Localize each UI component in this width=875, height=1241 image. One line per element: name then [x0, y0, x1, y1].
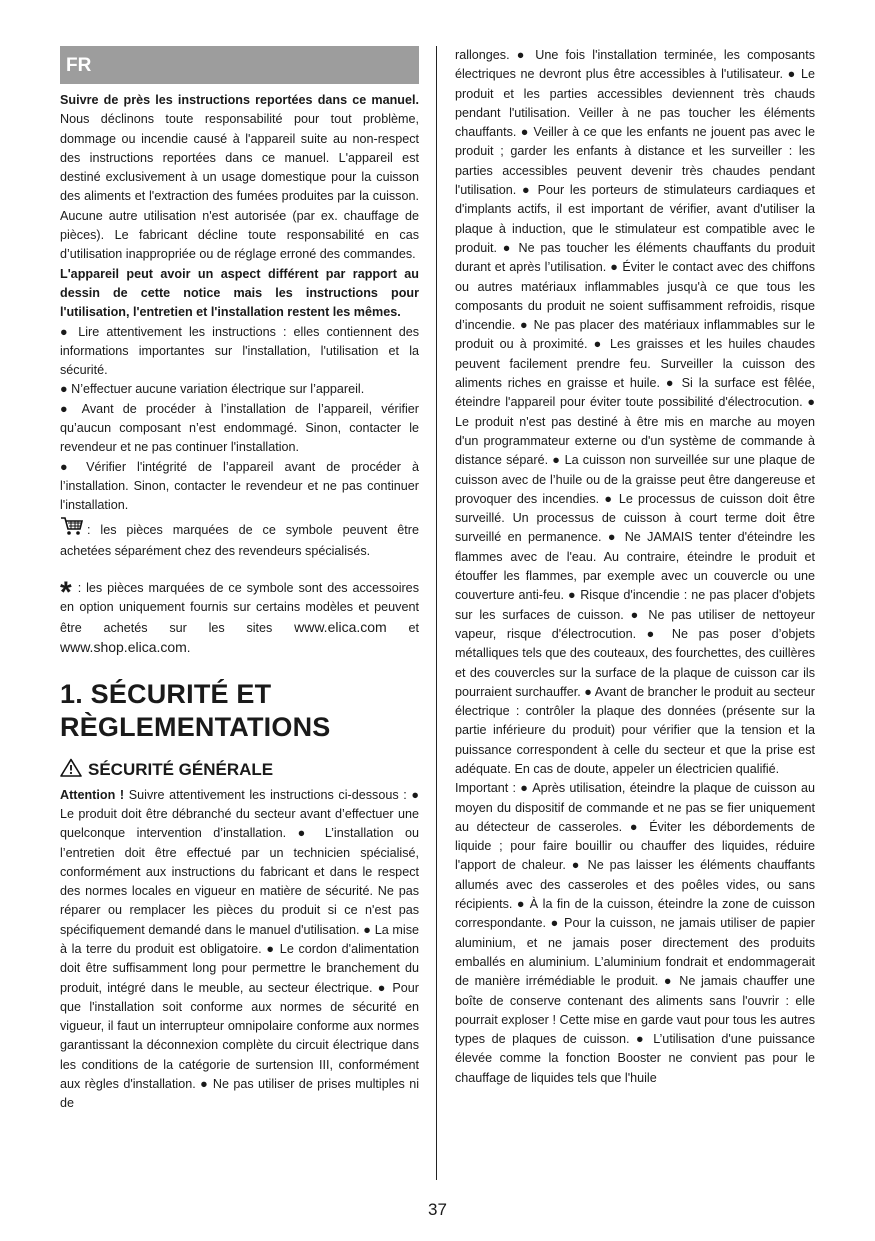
asterisk-icon: *	[60, 576, 72, 610]
section-title-line2: RÈGLEMENTATIONS	[60, 712, 331, 743]
bullet-item: ● Lire attentivement les instructions : elles contiennent des informations importantes sur l'installation, l'utilisation et la sécurité.	[60, 324, 419, 378]
language-label: FR	[66, 55, 92, 76]
left-column	[60, 46, 419, 1114]
elica-site-link[interactable]: www.elica.com	[294, 618, 387, 635]
column-divider	[436, 46, 437, 1180]
site-conjunction: et	[386, 620, 419, 635]
section-title-line1: 1. SÉCURITÉ ET	[60, 679, 272, 710]
intro-text: Nous déclinons toute responsabilité pour tout problème, dommage ou incendie causé à l'appareil suite au non-respect des instructions reportées dans ce manuel. L'appareil est destiné exclusivement à un usage domestique pour la cuisson des aliments et l'extraction des fumées produites par la cuisson. Aucune autre utilisation n'est autorisée (par ex. chauffage de pièces). Le fabricant décline toute responsabilité en cas d’utilisation inappropriée ou de réglage erroné des commandes.	[60, 112, 419, 262]
site-period: .	[186, 641, 191, 656]
attention-label: Attention !	[60, 787, 125, 802]
intro-paragraph	[60, 91, 419, 265]
safety-paragraph-left	[60, 786, 419, 1114]
cart-symbol-text: : les pièces marquées de ce symbole peuvent être achetées séparément chez des revendeurs spécialisés.	[60, 522, 419, 558]
subsection-title-text: SÉCURITÉ GÉNÉRALE	[88, 760, 274, 780]
right-column	[455, 46, 815, 1088]
elica-shop-link[interactable]: www.shop.elica.com	[60, 639, 187, 656]
bullet-item: ● N’effectuer aucune variation électrique sur l’appareil.	[60, 382, 365, 397]
section-title	[60, 678, 419, 744]
safety-text-left: Suivre attentivement les instructions ci-dessous : ● Le produit doit être débranché du secteur avant d’effectuer une quelconque intervention d’installation. ● L’installation ou l’entretien doit être effectué par un technicien spécialisé, conformément aux instructions du fabricant et dans le respect des normes locales en vigueur en matière de sécurité. Ne pas réparer ou remplacer les pièces du produit si ce n'est pas spécifiquement demandé dans le manuel d'utilisation. ● La mise à la terre du produit est obligatoire. ● Le cordon d'alimentation doit être suffisamment long pour permettre le branchement du produit, intégré dans le meuble, au secteur électrique. ● Pour que l'installation soit conforme aux normes de sécurité en vigueur, il faut un interrupteur omnipolaire conforme aux normes garantissant la déconnexion complète du circuit électrique dans les conditions de la catégorie de surtension III, conformément aux règles d'installation. ● Ne pas utiliser de prises multiples ni de	[60, 787, 420, 1111]
language-header	[60, 46, 419, 84]
intro-bold-note: L'appareil peut avoir un aspect différent par rapport au dessin de cette notice mais les instructions pour l'utilisation, l'entretien et l'installation restent les mêmes.	[60, 266, 419, 320]
shopping-cart-icon	[60, 516, 84, 542]
subsection-title	[60, 758, 419, 781]
warning-triangle-icon	[60, 758, 82, 781]
bullet-item: ● Vérifier l'intégrité de l’appareil avant de procéder à l’installation. Sinon, contacter le revendeur et ne pas continuer l'installation.	[60, 459, 419, 513]
star-symbol-note	[60, 576, 419, 658]
cart-symbol-note	[60, 516, 419, 562]
safety-paragraph-right: rallonges. ● Une fois l'installation terminée, les composants électriques ne devront plus être accessibles à l'utilisateur. ● Le produit et les parties accessibles deviennent très chauds pendant l'utilisation. Veiller à ne pas toucher les éléments chauffants. ● Veiller à ce que les enfants ne jouent pas avec le produit ; garder les enfants à distance et les surveiller : les parties accessibles peuvent devenir très chaudes pendant l'utilisation. ● Pour les porteurs de stimulateurs cardiaques et d'implants actifs, il est important de vérifier, avant d'utiliser la plaque à induction, que le stimulateur est compatible avec le produit. ● Ne pas toucher les éléments chauffants du produit durant et après l’utilisation. ● Éviter le contact avec des chiffons ou autres matériaux inflammables jusqu'à ce que tous les composants du produit ne soient suffisamment refroidis, risque d’incendie. ● Ne pas placer des matériaux inflammables sur le produit ou à proximité. ● Les graisses et les huiles chaudes peuvent facilement prendre feu. Surveiller la cuisson des aliments riches en graisse et huile. ● Si la surface est fêlée, éteindre l'appareil pour éviter toute possibilité d'électrocution. ● Le produit n'est pas destiné à être mis en marche au moyen d'un programmateur externe ou d'un système de commande à distance séparé. ● La cuisson non surveillée sur une plaque de cuisson avec de l’huile ou de la graisse peut être dangereuse et provoquer des incendies. ● Le processus de cuisson doit être surveillé. Un processus de cuisson à court terme doit être surveillé en permanence. ● Ne JAMAIS tenter d'éteindre les flammes avec de l'eau. Au contraire, éteindre le produit et étouffer les flammes, par exemple avec un couvercle ou une couverture anti-feu. ● Risque d'incendie : ne pas placer d'objets sur les surfaces de cuisson. ● Ne pas utiliser de nettoyeur vapeur, risque d'électrocution. ● Ne pas poser d’objets métalliques tels que des couteaux, des fourchettes, des cuillères et des couvercles sur la surface de la plaque de cuisson car ils pourraient surchauffer. ● Avant de brancher le produit au secteur électrique : contrôler la plaque des données (présente sur la partie inférieure du produit) pour vérifier que la tension et la puissance correspondent à celle du secteur et que la prise est adéquate. En cas de doute, appeler un électricien qualifié.	[455, 48, 815, 776]
star-symbol-text: : les pièces marquées de ce symbole sont des accessoires en option uniquement fournis sur certains modèles et peuvent être achetés sur les sites	[60, 581, 419, 635]
important-paragraph: Important : ● Après utilisation, éteindre la plaque de cuisson au moyen du dispositif de commande et ne pas se fier uniquement au détecteur de casseroles. ● Éviter les débordements de liquide ; pour faire bouillir ou chauffer des liquides, réduire l'apport de chaleur. ● Ne pas laisser les éléments chauffants allumés avec des casseroles et des poêles vides, ou sans récipients. ● À la fin de la cuisson, éteindre la zone de cuisson correspondante. ● Pour la cuisson, ne jamais utiliser de papier aluminium, et ne jamais poser directement des produits emballés en aluminium. L’aluminium fondrait et endommagerait de manière irrémédiable le produit. ● Ne jamais chauffer une boîte de conserve contenant des aliments sans l'ouvrir : elle pourrait exploser ! Cette mise en garde vaut pour tous les autres types de plaques de cuisson. ● L’utilisation d'une puissance élevée comme la fonction Booster ne convient pas pour le chauffage de liquides tels que l'huile	[455, 781, 815, 1085]
bullet-item: ● Avant de procéder à l’installation de l’appareil, vérifier qu’aucun composant n’est endommagé. Sinon, contacter le revendeur et ne pas continuer l'installation.	[60, 401, 419, 455]
page-number: 37	[428, 1200, 447, 1219]
intro-bold-lead: Suivre de près les instructions reportées dans ce manuel.	[60, 93, 419, 107]
